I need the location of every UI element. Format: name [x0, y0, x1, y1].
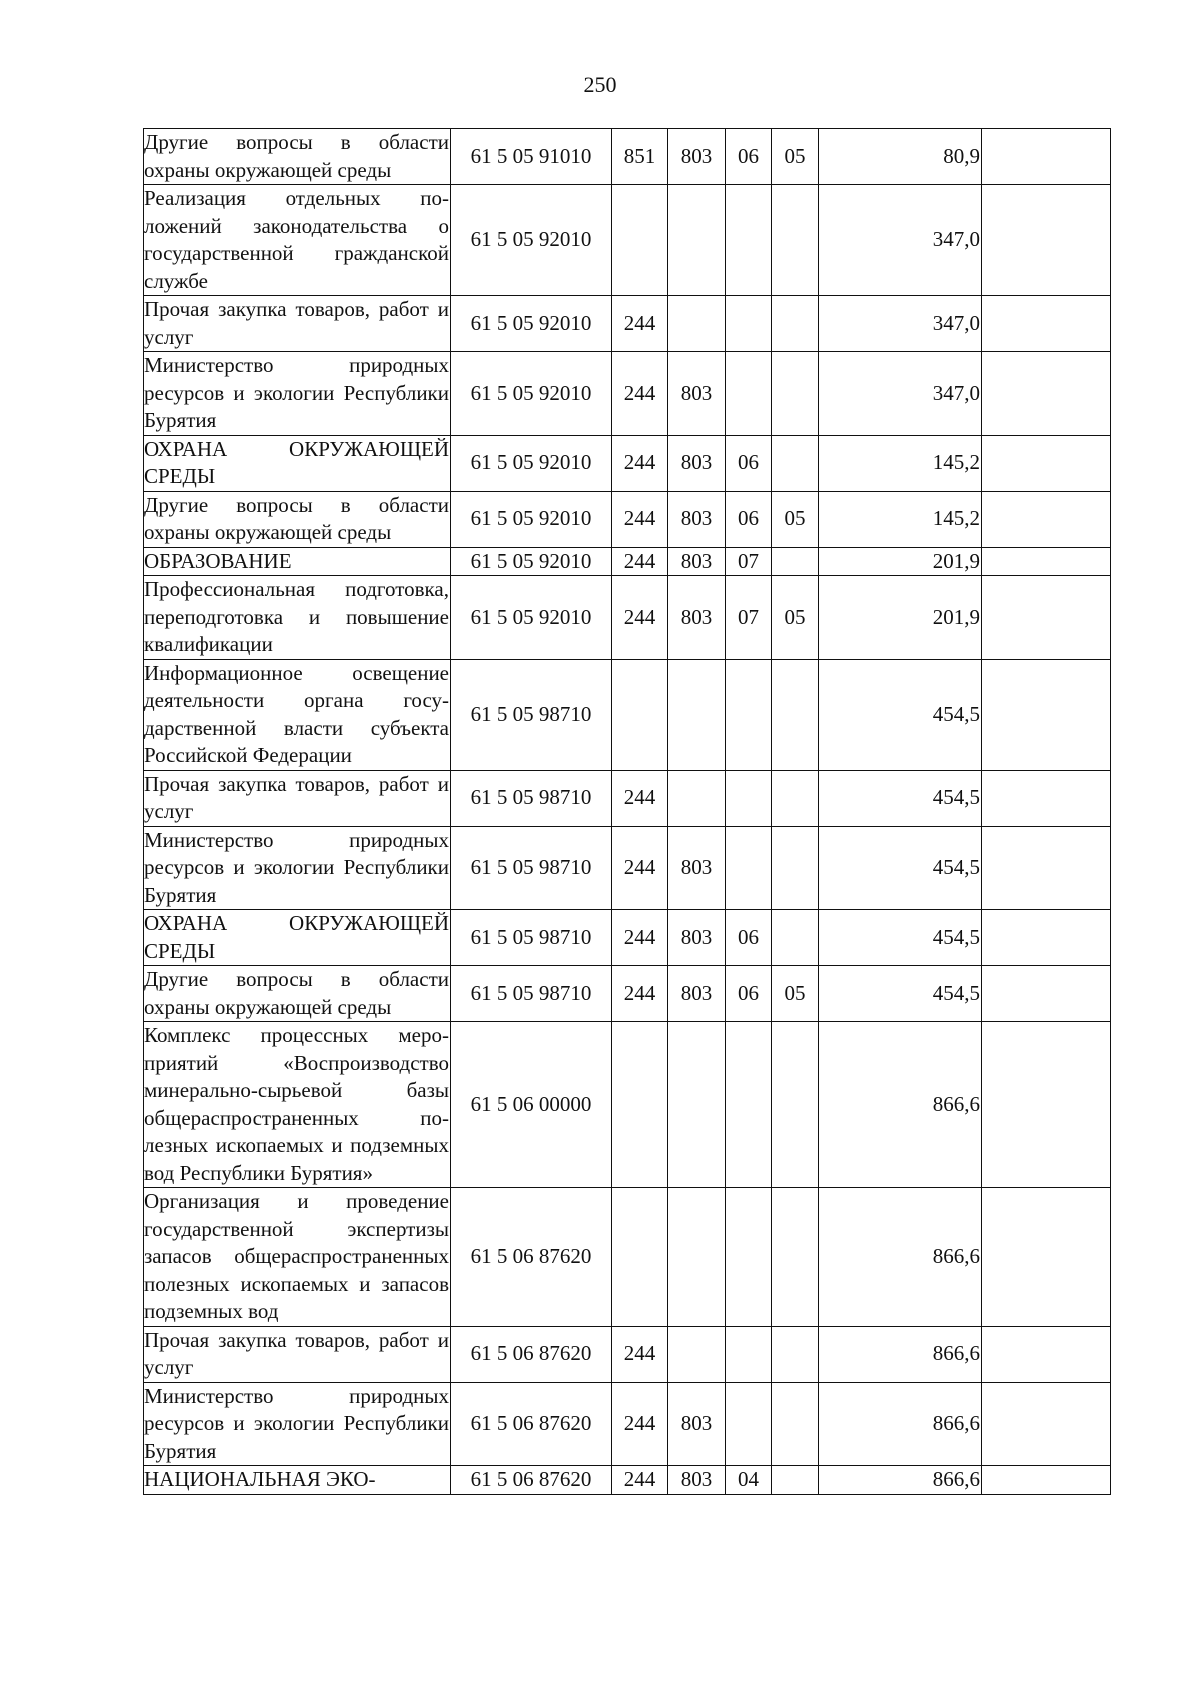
subsection-cell: [772, 1326, 819, 1382]
amount-cell: 454,5: [819, 826, 982, 910]
expense-type-cell: [612, 1022, 668, 1188]
amount-cell: 347,0: [819, 185, 982, 296]
table-row: [144, 129, 1111, 185]
table-row: [144, 576, 1111, 660]
amount-cell: 866,6: [819, 1022, 982, 1188]
row-name-cell: Другие вопросы в области охраны окружающей среды: [144, 966, 451, 1022]
row-name-cell: Организация и проведение государственной экспертизы запасов общераспространенных полезных ископаемых и запасов подземных вод: [144, 1188, 451, 1327]
empty-cell: [982, 435, 1111, 491]
expense-type-cell: 244: [612, 1382, 668, 1466]
section-cell: 04: [726, 1466, 772, 1495]
target-article-cell: 61 5 05 98710: [451, 770, 612, 826]
empty-cell: [982, 826, 1111, 910]
ministry-code-cell: 803: [668, 826, 726, 910]
amount-cell: 454,5: [819, 966, 982, 1022]
budget-table-body: [144, 129, 1111, 1495]
target-article-cell: 61 5 05 98710: [451, 659, 612, 770]
amount-cell: 866,6: [819, 1466, 982, 1495]
empty-cell: [982, 352, 1111, 436]
empty-cell: [982, 1466, 1111, 1495]
ministry-code-cell: [668, 1022, 726, 1188]
ministry-code-cell: 803: [668, 547, 726, 576]
ministry-code-cell: 803: [668, 352, 726, 436]
empty-cell: [982, 1022, 1111, 1188]
amount-cell: 145,2: [819, 435, 982, 491]
amount-cell: 866,6: [819, 1188, 982, 1327]
table-row: [144, 352, 1111, 436]
ministry-code-cell: [668, 770, 726, 826]
target-article-cell: 61 5 05 92010: [451, 547, 612, 576]
expense-type-cell: 244: [612, 352, 668, 436]
section-cell: 06: [726, 910, 772, 966]
expense-type-cell: 244: [612, 576, 668, 660]
empty-cell: [982, 910, 1111, 966]
ministry-code-cell: 803: [668, 435, 726, 491]
target-article-cell: 61 5 06 87620: [451, 1188, 612, 1327]
subsection-cell: 05: [772, 129, 819, 185]
table-row: [144, 1022, 1111, 1188]
section-cell: [726, 1326, 772, 1382]
subsection-cell: [772, 547, 819, 576]
empty-cell: [982, 547, 1111, 576]
table-row: [144, 547, 1111, 576]
row-name-cell: Министерство природных ресурсов и экологии Республики Бурятия: [144, 1382, 451, 1466]
subsection-cell: 05: [772, 576, 819, 660]
target-article-cell: 61 5 05 92010: [451, 352, 612, 436]
row-name-cell: ОХРАНА ОКРУЖАЮЩЕЙ СРЕДЫ: [144, 910, 451, 966]
empty-cell: [982, 296, 1111, 352]
table-row: [144, 910, 1111, 966]
table-row: [144, 435, 1111, 491]
amount-cell: 454,5: [819, 659, 982, 770]
target-article-cell: 61 5 05 92010: [451, 576, 612, 660]
target-article-cell: 61 5 06 87620: [451, 1382, 612, 1466]
table-row: [144, 296, 1111, 352]
expense-type-cell: 244: [612, 296, 668, 352]
row-name-cell: Прочая закупка товаров, работ и услуг: [144, 1326, 451, 1382]
ministry-code-cell: 803: [668, 1466, 726, 1495]
section-cell: 06: [726, 129, 772, 185]
empty-cell: [982, 659, 1111, 770]
target-article-cell: 61 5 05 92010: [451, 296, 612, 352]
subsection-cell: [772, 352, 819, 436]
table-row: [144, 185, 1111, 296]
ministry-code-cell: 803: [668, 576, 726, 660]
expense-type-cell: 244: [612, 826, 668, 910]
section-cell: [726, 1382, 772, 1466]
expense-type-cell: 851: [612, 129, 668, 185]
section-cell: [726, 659, 772, 770]
subsection-cell: [772, 1466, 819, 1495]
expense-type-cell: 244: [612, 491, 668, 547]
empty-cell: [982, 966, 1111, 1022]
ministry-code-cell: [668, 659, 726, 770]
row-name-cell: Прочая закупка товаров, работ и услуг: [144, 770, 451, 826]
amount-cell: 866,6: [819, 1326, 982, 1382]
row-name-cell: Реализация отдельных положений законодательства о государственной гражданской службе: [144, 185, 451, 296]
section-cell: [726, 296, 772, 352]
subsection-cell: [772, 435, 819, 491]
empty-cell: [982, 491, 1111, 547]
budget-table: [143, 128, 1111, 1495]
ministry-code-cell: 803: [668, 491, 726, 547]
amount-cell: 201,9: [819, 576, 982, 660]
row-name-cell: Другие вопросы в области охраны окружающей среды: [144, 491, 451, 547]
ministry-code-cell: [668, 296, 726, 352]
amount-cell: 347,0: [819, 296, 982, 352]
section-cell: [726, 185, 772, 296]
subsection-cell: [772, 296, 819, 352]
empty-cell: [982, 576, 1111, 660]
target-article-cell: 61 5 05 98710: [451, 826, 612, 910]
expense-type-cell: [612, 659, 668, 770]
empty-cell: [982, 1382, 1111, 1466]
expense-type-cell: 244: [612, 547, 668, 576]
page-number: 250: [583, 72, 617, 97]
section-cell: 06: [726, 966, 772, 1022]
ministry-code-cell: 803: [668, 1382, 726, 1466]
empty-cell: [982, 770, 1111, 826]
expense-type-cell: 244: [612, 966, 668, 1022]
target-article-cell: 61 5 05 92010: [451, 435, 612, 491]
empty-cell: [982, 1188, 1111, 1327]
section-cell: 06: [726, 435, 772, 491]
amount-cell: 866,6: [819, 1382, 982, 1466]
table-row: [144, 659, 1111, 770]
amount-cell: 80,9: [819, 129, 982, 185]
ministry-code-cell: [668, 1188, 726, 1327]
subsection-cell: [772, 770, 819, 826]
target-article-cell: 61 5 05 92010: [451, 491, 612, 547]
section-cell: 06: [726, 491, 772, 547]
subsection-cell: [772, 826, 819, 910]
section-cell: [726, 1188, 772, 1327]
row-name-cell: Министерство природных ресурсов и экологии Республики Бурятия: [144, 352, 451, 436]
ministry-code-cell: [668, 1326, 726, 1382]
section-cell: 07: [726, 547, 772, 576]
section-cell: [726, 1022, 772, 1188]
subsection-cell: [772, 659, 819, 770]
table-row: [144, 1382, 1111, 1466]
target-article-cell: 61 5 06 87620: [451, 1326, 612, 1382]
target-article-cell: 61 5 06 00000: [451, 1022, 612, 1188]
subsection-cell: 05: [772, 966, 819, 1022]
expense-type-cell: 244: [612, 1326, 668, 1382]
table-row: [144, 491, 1111, 547]
target-article-cell: 61 5 05 98710: [451, 910, 612, 966]
expense-type-cell: 244: [612, 770, 668, 826]
table-row: [144, 1188, 1111, 1327]
row-name-cell: Другие вопросы в области охраны окружающей среды: [144, 129, 451, 185]
target-article-cell: 61 5 05 98710: [451, 966, 612, 1022]
subsection-cell: [772, 1188, 819, 1327]
expense-type-cell: [612, 185, 668, 296]
section-cell: [726, 826, 772, 910]
table-row: [144, 826, 1111, 910]
amount-cell: 145,2: [819, 491, 982, 547]
section-cell: [726, 352, 772, 436]
row-name-cell: Министерство природных ресурсов и экологии Республики Бурятия: [144, 826, 451, 910]
row-name-cell: НАЦИОНАЛЬНАЯ ЭКО-: [144, 1466, 451, 1495]
empty-cell: [982, 1326, 1111, 1382]
expense-type-cell: [612, 1188, 668, 1327]
ministry-code-cell: [668, 185, 726, 296]
subsection-cell: [772, 910, 819, 966]
table-row: [144, 1466, 1111, 1495]
expense-type-cell: 244: [612, 1466, 668, 1495]
row-name-cell: Информационное освещение деятельности органа государственной власти субъекта Российской Федерации: [144, 659, 451, 770]
amount-cell: 347,0: [819, 352, 982, 436]
subsection-cell: 05: [772, 491, 819, 547]
row-name-cell: Профессиональная подготовка, переподготовка и повышение квалификации: [144, 576, 451, 660]
target-article-cell: 61 5 06 87620: [451, 1466, 612, 1495]
subsection-cell: [772, 1382, 819, 1466]
ministry-code-cell: 803: [668, 966, 726, 1022]
row-name-cell: Прочая закупка товаров, работ и услуг: [144, 296, 451, 352]
subsection-cell: [772, 1022, 819, 1188]
empty-cell: [982, 129, 1111, 185]
table-row: [144, 1326, 1111, 1382]
table-row: [144, 770, 1111, 826]
row-name-cell: ОБРАЗОВАНИЕ: [144, 547, 451, 576]
ministry-code-cell: 803: [668, 129, 726, 185]
section-cell: 07: [726, 576, 772, 660]
row-name-cell: Комплекс процессных мероприятий «Воспроизводство минерально-сырьевой базы общераспространенных полезных ископаемых и подземных вод Республики Бурятия»: [144, 1022, 451, 1188]
ministry-code-cell: 803: [668, 910, 726, 966]
table-row: [144, 966, 1111, 1022]
expense-type-cell: 244: [612, 910, 668, 966]
target-article-cell: 61 5 05 92010: [451, 185, 612, 296]
row-name-cell: ОХРАНА ОКРУЖАЮЩЕЙ СРЕДЫ: [144, 435, 451, 491]
amount-cell: 201,9: [819, 547, 982, 576]
target-article-cell: 61 5 05 91010: [451, 129, 612, 185]
section-cell: [726, 770, 772, 826]
amount-cell: 454,5: [819, 910, 982, 966]
amount-cell: 454,5: [819, 770, 982, 826]
expense-type-cell: 244: [612, 435, 668, 491]
subsection-cell: [772, 185, 819, 296]
empty-cell: [982, 185, 1111, 296]
